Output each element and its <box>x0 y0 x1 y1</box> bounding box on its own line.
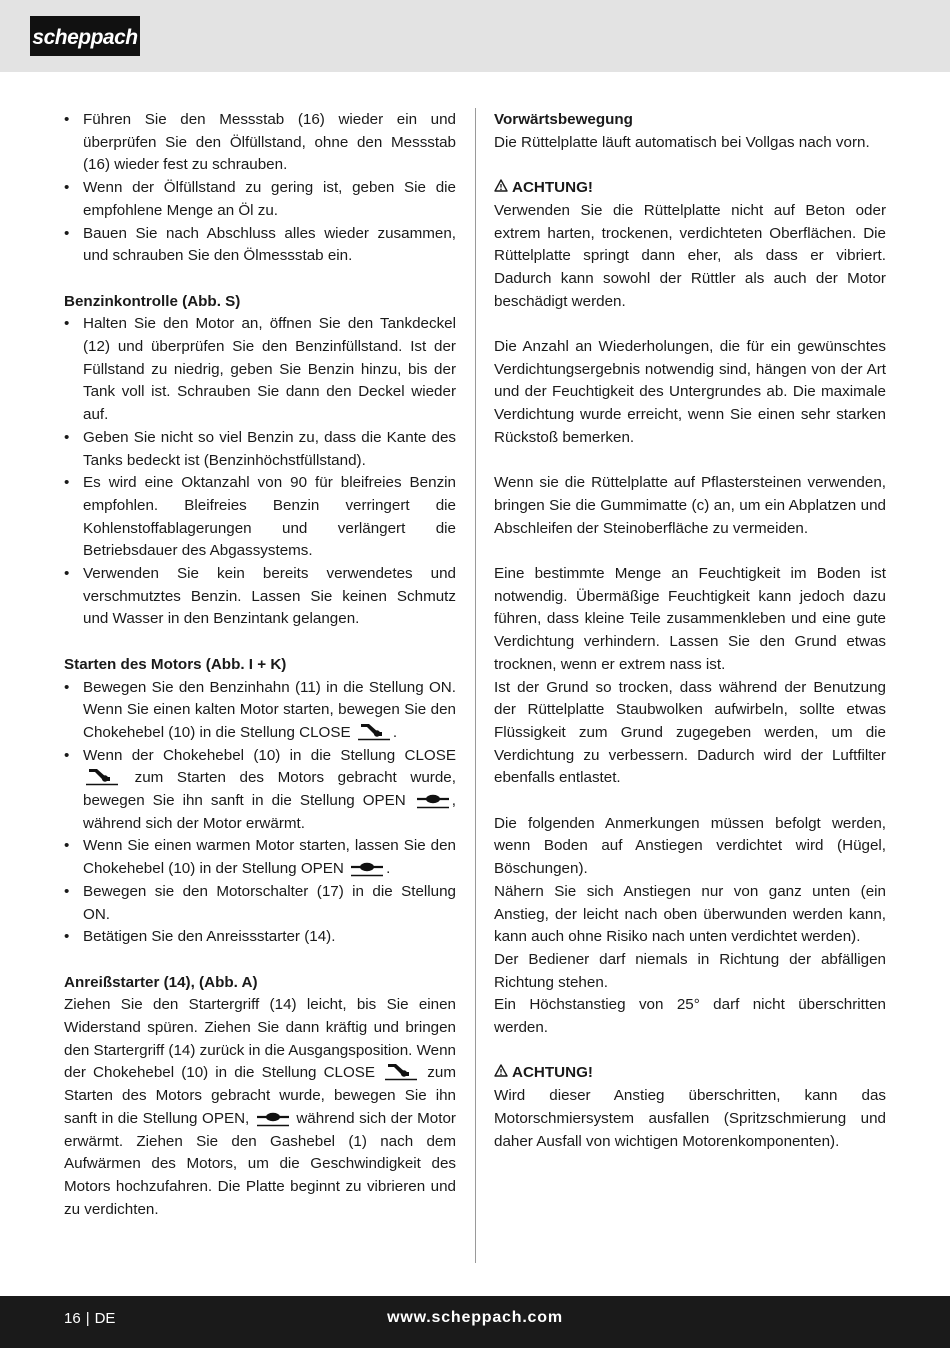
list-item: • Führen Sie den Messstab (16) wieder ein und überprüfen Sie den Ölfüllstand, ohne den Messstab (16) wieder fest zu schrauben. <box>64 109 456 177</box>
punctuation: . <box>386 860 391 878</box>
page-header <box>0 0 950 72</box>
slope-paragraph: Die folgenden Anmerkungen müssen befolgt werden, wenn Boden auf Anstiegen verdichtet wird (Hügel, Böschungen). <box>494 814 886 878</box>
oil-check-list <box>64 109 456 268</box>
start-step-2-text-c: , während sich der Motor erwärmt. <box>83 792 456 832</box>
choke-close-icon <box>357 722 391 742</box>
choke-open-icon <box>350 858 384 878</box>
punctuation: . <box>392 723 398 741</box>
list-item: • Betätigen Sie den Anreissstarter (14). <box>64 926 456 949</box>
brand-logo <box>30 16 140 56</box>
list-item: • Bewegen sie den Motorschalter (17) in die Stellung ON. <box>64 881 456 926</box>
list-item: • Bauen Sie nach Abschluss alles wieder zusammen, und schrauben Sie den Ölmessstab ein. <box>64 223 456 268</box>
list-item: • Verwenden Sie kein bereits verwendetes und verschmutztes Benzin. Lassen Sie keinen Schmutz und Wasser in den Benzintank gelangen. <box>64 563 456 631</box>
warning-heading <box>494 177 886 200</box>
start-step-2-text-b: zum Starten des Motors gebracht wurde, bewegen Sie ihn sanft in die Stellung OPEN <box>83 769 456 810</box>
choke-open-icon <box>416 790 450 810</box>
page-footer <box>0 1296 950 1348</box>
paving-stones-paragraph: Wenn sie die Rüttelplatte auf Pflastersteinen verwenden, bringen Sie die Gummimatte (c) an, um ein Abplatzen und Abschleifen der Steinoberfläche zu vermeiden. <box>494 474 886 537</box>
list-item: • Halten Sie den Motor an, öffnen Sie den Tankdeckel (12) und überprüfen Sie den Benzinfüllstand. Ist der Füllstand zu niedrig, geben Sie Benzin hinzu, bis der Tank voll ist. Schrauben Sie dann den Deckel wieder auf. <box>64 313 456 427</box>
language-code: DE <box>94 1310 116 1327</box>
list-item: • Geben Sie nicht so viel Benzin zu, dass die Kante des Tanks bedeckt ist (Benzinhöchstfüllstand). <box>64 427 456 472</box>
recoil-text-c: während sich der Motor erwärmt. Ziehen Sie den Gashebel (1) nach dem Aufwärmen des Motors, um die Geschwindigkeit des Motors hochzufahren. Die Platte beginnt zu vibrieren und zu verdichten. <box>64 1109 456 1218</box>
choke-open-icon <box>256 1108 290 1128</box>
choke-close-icon <box>384 1062 418 1082</box>
engine-start-heading: Starten des Motors (Abb. I + K) <box>64 655 287 673</box>
list-item <box>64 677 456 745</box>
approach-paragraph: Nähern Sie sich Anstiegen nur von ganz unten (ein Anstieg, der leicht nach oben überwunden werden kann, kann auch ohne Risiko nach unten verdichtet werden). <box>494 882 886 946</box>
dry-ground-paragraph: Ist der Grund so trocken, dass während der Benutzung der Rüttelplatte Staubwolken aufwirbeln, sollte etwas Flüssigkeit zum Grund zugegeben werden, um die Verdichtung zu verbessern. Dadurch wird der Luftfilter ebenfalls entlastet. <box>494 678 886 787</box>
warning-triangle-icon <box>494 1064 508 1077</box>
list-item: • Es wird eine Oktanzahl von 90 für bleifreies Benzin empfohlen. Bleifreies Benzin verringert die Kohlenstoffablagerungen und verlängert die Betriebsdauer des Abgassystems. <box>64 472 456 563</box>
start-step-3-text: Wenn Sie einen warmen Motor starten, lassen Sie den Chokehebel (10) in der Stellung OPEN <box>83 837 456 878</box>
moisture-paragraph: Eine bestimmte Menge an Feuchtigkeit im Boden ist notwendig. Übermäßige Feuchtigkeit kann jedoch dazu führen, dass kleine Teile zusammenkleben und eine gute Verdichtung verhindern. Lassen Sie den Grund etwas trocknen, wenn er extrem nass ist. <box>494 565 886 673</box>
website-link[interactable]: www.scheppach.com <box>387 1309 563 1326</box>
recoil-starter-heading: Anreißstarter (14), (Abb. A) <box>64 973 258 991</box>
engine-start-list <box>64 677 456 949</box>
choke-close-icon <box>85 767 119 787</box>
list-item <box>64 835 456 880</box>
operator-paragraph: Der Bediener darf niemals in Richtung der abfälligen Richtung stehen. <box>494 950 886 991</box>
fuel-check-list <box>64 313 456 631</box>
fuel-check-heading: Benzinkontrolle (Abb. S) <box>64 292 241 310</box>
column-divider <box>475 108 476 1263</box>
warning-text: Verwenden Sie die Rüttelplatte nicht auf Beton oder extrem harten, trockenen, verdichteten Oberflächen. Die Rüttelplatte springt dann eher, als dass er vibriert. Dadurch kann sowohl der Rüttler als auch der Motor beschädigt werden. <box>494 201 886 310</box>
left-column <box>64 109 456 1221</box>
max-slope-paragraph: Ein Höchstanstieg von 25° darf nicht überschritten werden. <box>494 996 886 1037</box>
start-step-2-text-a: Wenn der Chokehebel (10) in die Stellung CLOSE <box>83 746 456 764</box>
page-separator: | <box>85 1310 90 1327</box>
forward-movement-heading: Vorwärtsbewegung <box>494 111 633 128</box>
list-item <box>64 745 456 836</box>
page-number: 16 <box>64 1310 81 1327</box>
start-step-1-text: Bewegen Sie den Benzinhahn (11) in die Stellung ON. Wenn Sie einen kalten Motor starten, bewegen Sie den Chokehebel (10) in die Stellung CLOSE <box>83 678 456 741</box>
forward-movement-text: Die Rüttelplatte läuft automatisch bei Vollgas nach vorn. <box>494 133 870 151</box>
warning-triangle-icon <box>494 179 508 192</box>
svg-text:scheppach: scheppach <box>32 26 138 49</box>
warning-heading <box>494 1062 886 1085</box>
right-column <box>494 109 886 1153</box>
list-item: • Wenn der Ölfüllstand zu gering ist, geben Sie die empfohlene Menge an Öl zu. <box>64 177 456 222</box>
repetitions-paragraph: Die Anzahl an Wiederholungen, die für ein gewünschtes Verdichtungsergebnis notwendig sind, hängen von der Art und der Feuchtigkeit des Untergrundes ab. Die maximale Verdichtung wurde erreicht, wenn Sie einen sehr starken Rückstoß bemerken. <box>494 338 886 446</box>
warning-text: Wird dieser Anstieg überschritten, kann das Motorschmiersystem ausfallen (Spritzschmierung und daher Ausfall von wichtigen Motorenkomponenten). <box>494 1087 886 1150</box>
recoil-text-b: zum Starten des Motors gebracht wurde, bewegen Sie ihn sanft in die Stellung OPEN, <box>64 1064 456 1127</box>
recoil-text-a: Ziehen Sie den Startergriff (14) leicht, bis Sie einen Widerstand spüren. Ziehen Sie dann kräftig und bringen den Startergriff (14) zurück in die Ausgangsposition. Wenn der Chokehebel (10) in die Stellung CLOSE <box>64 996 457 1082</box>
warning-label: ACHTUNG! <box>512 1064 593 1082</box>
warning-label: ACHTUNG! <box>512 179 593 197</box>
recoil-starter-paragraph <box>64 994 456 1221</box>
